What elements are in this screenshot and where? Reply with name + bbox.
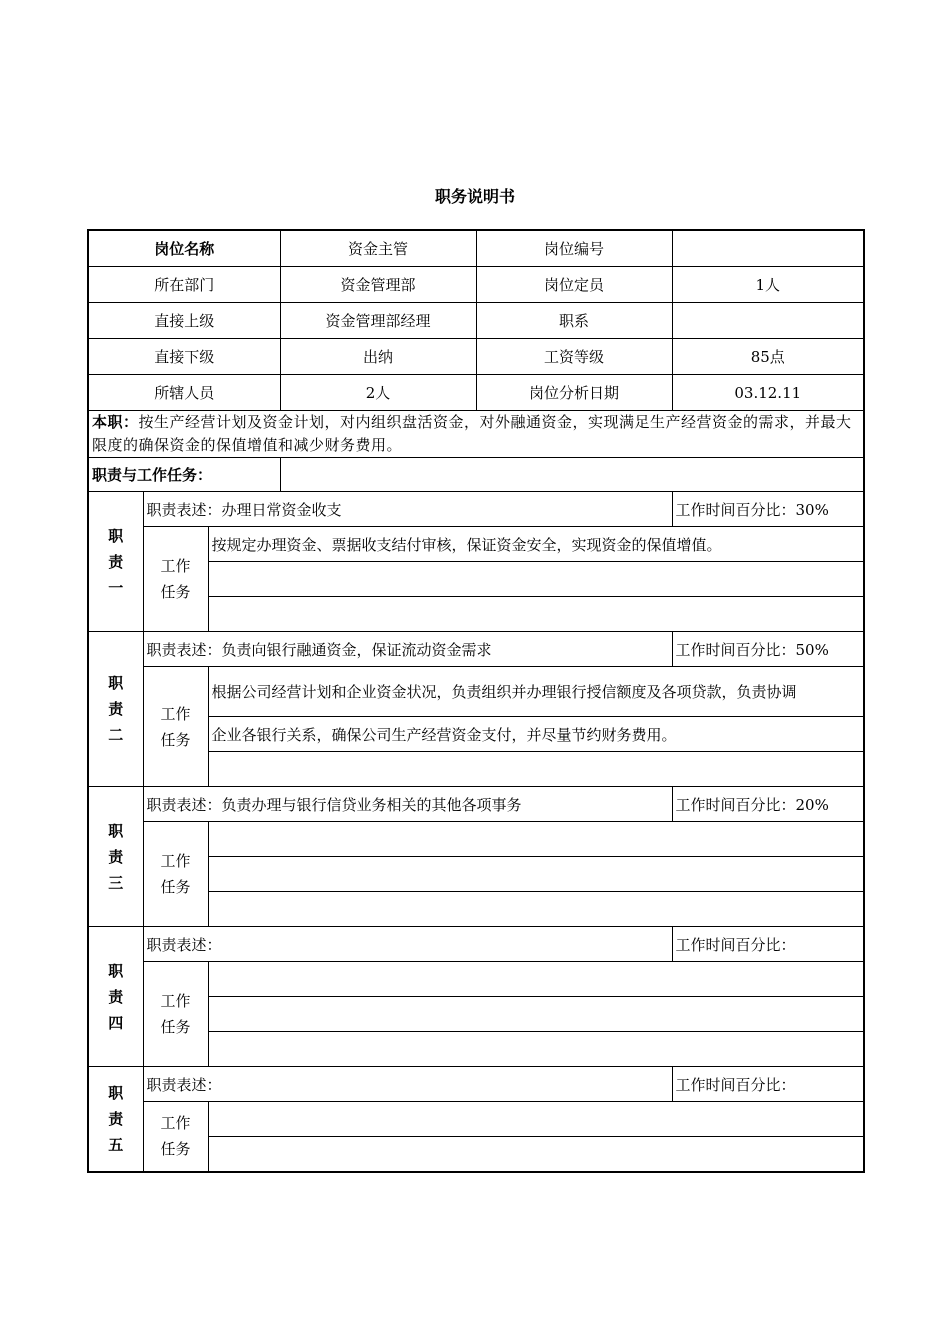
duty-time-percent: 工作时间百分比：30%	[672, 492, 864, 527]
duty-description: 职责表述：办理日常资金收支	[143, 492, 672, 527]
duty-description: 职责表述：负责办理与银行信贷业务相关的其他各项事务	[143, 787, 672, 822]
task-label: 工作 任务	[143, 527, 208, 632]
info-label: 岗位定员	[476, 267, 672, 303]
duty-description: 职责表述：	[143, 1067, 672, 1102]
task-label: 工作 任务	[143, 667, 208, 787]
info-label: 岗位名称	[88, 230, 280, 267]
section-header-row	[88, 458, 864, 492]
task-row	[88, 1102, 864, 1137]
info-value: 03.12.11	[672, 375, 864, 411]
summary-text: 按生产经营计划及资金计划，对内组织盘活资金，对外融通资金，实现满足生产经营资金的需求，并最大限度的确保资金的保值增值和减少财务费用。	[92, 413, 852, 454]
task-row	[88, 667, 864, 717]
task-text: 根据公司经营计划和企业资金状况，负责组织并办理银行授信额度及各项贷款，负责协调	[208, 667, 864, 717]
duty-time-percent: 工作时间百分比：	[672, 927, 864, 962]
duty-desc-row	[88, 492, 864, 527]
task-text	[208, 562, 864, 597]
info-label: 职系	[476, 303, 672, 339]
task-text	[208, 752, 864, 787]
info-label: 工资等级	[476, 339, 672, 375]
info-value: 1人	[672, 267, 864, 303]
duty-time-percent: 工作时间百分比：50%	[672, 632, 864, 667]
task-text: 按规定办理资金、票据收支结付审核，保证资金安全，实现资金的保值增值。	[208, 527, 864, 562]
info-row	[88, 303, 864, 339]
task-text	[208, 857, 864, 892]
duty-description: 职责表述：	[143, 927, 672, 962]
info-label: 岗位分析日期	[476, 375, 672, 411]
info-row	[88, 375, 864, 411]
task-label: 工作 任务	[143, 962, 208, 1067]
info-label: 直接上级	[88, 303, 280, 339]
task-label: 工作 任务	[143, 822, 208, 927]
info-row	[88, 267, 864, 303]
task-text	[208, 822, 864, 857]
info-value: 资金主管	[280, 230, 476, 267]
summary-label: 本职：	[92, 413, 139, 431]
task-text	[208, 997, 864, 1032]
task-row	[88, 962, 864, 997]
info-value: 85点	[672, 339, 864, 375]
info-row	[88, 339, 864, 375]
task-row	[88, 822, 864, 857]
duty-label: 职 责 五	[88, 1067, 143, 1172]
task-text	[208, 1032, 864, 1067]
duty-label: 职 责 三	[88, 787, 143, 927]
info-value	[672, 303, 864, 339]
task-label: 工作 任务	[143, 1102, 208, 1172]
task-text	[208, 1102, 864, 1137]
info-label: 岗位编号	[476, 230, 672, 267]
info-label: 所辖人员	[88, 375, 280, 411]
info-value: 出纳	[280, 339, 476, 375]
section-title: 职责与工作任务：	[88, 458, 280, 492]
task-text	[208, 962, 864, 997]
info-label: 所在部门	[88, 267, 280, 303]
summary-cell	[88, 411, 864, 458]
duty-description: 职责表述：负责向银行融通资金，保证流动资金需求	[143, 632, 672, 667]
duty-desc-row	[88, 787, 864, 822]
duty-desc-row	[88, 927, 864, 962]
info-row	[88, 230, 864, 267]
info-value	[672, 230, 864, 267]
task-text: 企业各银行关系，确保公司生产经营资金支付，并尽量节约财务费用。	[208, 717, 864, 752]
page-title: 职务说明书	[434, 187, 515, 206]
job-description-table	[87, 229, 865, 1173]
duty-label: 职 责 二	[88, 632, 143, 787]
section-header-blank	[280, 458, 864, 492]
duty-desc-row	[88, 632, 864, 667]
summary-row	[88, 411, 864, 458]
task-row	[88, 527, 864, 562]
duty-time-percent: 工作时间百分比：20%	[672, 787, 864, 822]
duty-label: 职 责 四	[88, 927, 143, 1067]
info-value: 资金管理部经理	[280, 303, 476, 339]
task-text	[208, 892, 864, 927]
duty-label: 职 责 一	[88, 492, 143, 632]
duty-time-percent: 工作时间百分比：	[672, 1067, 864, 1102]
info-label: 直接下级	[88, 339, 280, 375]
task-text	[208, 1137, 864, 1172]
task-text	[208, 597, 864, 632]
info-value: 2人	[280, 375, 476, 411]
info-value: 资金管理部	[280, 267, 476, 303]
duty-desc-row	[88, 1067, 864, 1102]
